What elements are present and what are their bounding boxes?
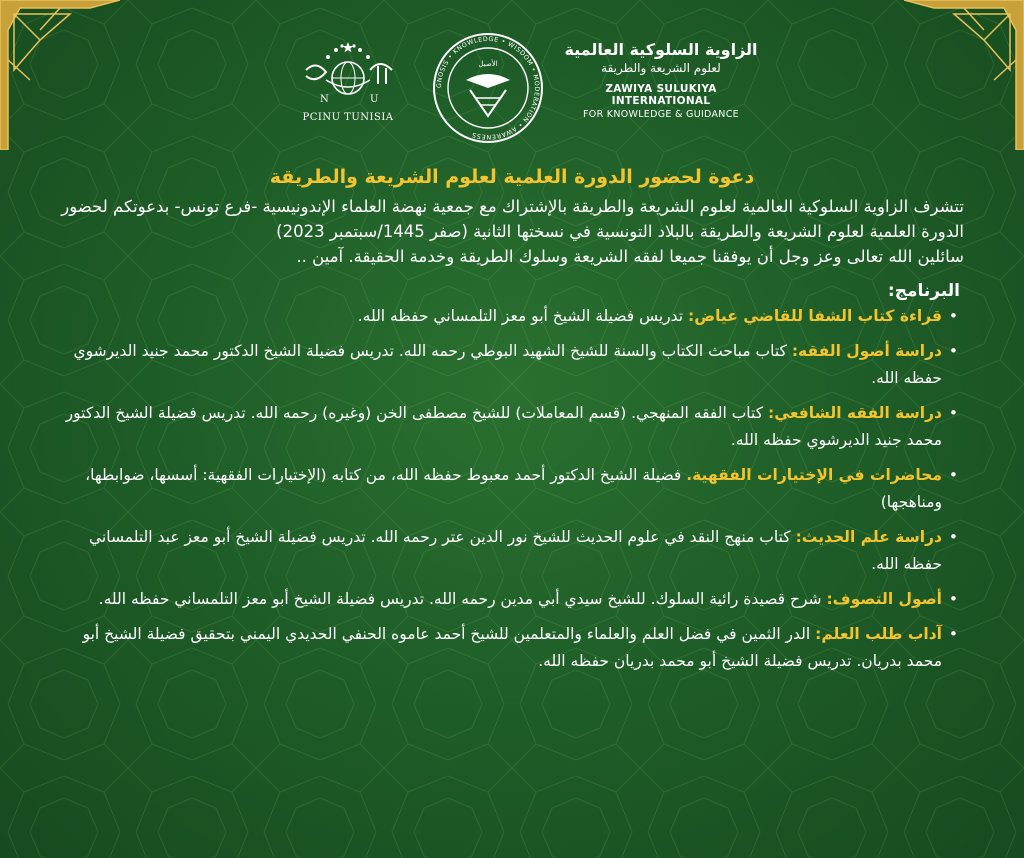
program-item-text: شرح قصيدة رائية السلوك. للشيخ سيدي أبي مدين رحمه الله. تدريس فضيلة الشيخ أبو معز التلمساني حفظه الله. <box>98 590 827 608</box>
program-item <box>60 462 942 516</box>
program-item-text: كتاب منهج النقد في علوم الحديث للشيخ نور الدين عتر رحمه الله. تدريس فضيلة الشيخ أبو معز عبد التلمساني حفظه الله. <box>89 528 942 573</box>
academy-seal-icon <box>432 32 544 144</box>
zawiya-logo <box>556 40 766 120</box>
program-item-label: أصول التصوف: <box>826 590 942 608</box>
program-heading: البرنامج: <box>887 281 960 301</box>
program-item-label: دراسة أصول الفقه: <box>791 342 942 360</box>
header <box>0 30 1024 140</box>
program-item <box>60 621 942 675</box>
program-item-text: تدريس فضيلة الشيخ أبو معز التلمساني حفظه الله. <box>357 307 689 325</box>
program-item-text: فضيلة الشيخ الدكتور أحمد معبوط حفظه الله، من كتابه (الإختيارات الفقهية: أسسها، ضوابطها، ومناهجها) <box>85 466 942 511</box>
intro <box>60 194 964 269</box>
seal-inner-text: الأصيل <box>478 60 498 68</box>
logo-letter-u: U <box>370 94 379 105</box>
intro-prayer: سائلين الله تعالى وعز وجل أن يوفقنا جميعا لفقه الشريعة وسلوك الطريقة وخدمة الحقيقة. آمين .. <box>296 247 964 266</box>
program-item-label: آداب طلب العلم: <box>815 625 942 643</box>
zawiya-subtitle-arabic: لعلوم الشريعة والطريقة <box>601 61 721 75</box>
program-item-text: الدر الثمين في فضل العلم والعلماء والمتعلمين للشيخ أحمد عاموه الحنفي الحديدي اليمني بتحقيق فضيلة الشيخ أبو محمد بدريان. تدريس فضيلة الشيخ أبو محمد بدريان حفظه الله. <box>82 625 942 670</box>
program-item-label: دراسة علم الحديث: <box>795 528 942 546</box>
logo-letter-n: N <box>320 94 329 105</box>
program-item-label: قراءة كتاب الشفا للقاضي عياض: <box>688 307 942 325</box>
pcinu-logo <box>296 40 400 130</box>
program-list <box>60 303 964 675</box>
zawiya-subtitle-english: FOR KNOWLEDGE & GUIDANCE <box>583 109 739 120</box>
invitation-content <box>60 166 964 683</box>
program-item <box>60 303 942 330</box>
zawiya-name-english: ZAWIYA SULUKIYA INTERNATIONAL <box>605 83 717 107</box>
program-item <box>60 586 942 613</box>
program-item <box>60 524 942 578</box>
pcinu-caption: PCINU TUNISIA <box>302 112 394 123</box>
program-item-text: كتاب الفقه المنهجي. (قسم المعاملات) للشيخ مصطفى الخن (وغيره) رحمه الله. تدريس فضيلة الشيخ الدكتور محمد جنيد الديرشوي حفظه الله. <box>65 404 942 449</box>
seal-ring-text: GNOSIS • KNOWLEDGE • WISDOM • MODERATION • AWARENESS <box>435 35 541 141</box>
nahdlatul-ulama-emblem-icon <box>298 40 398 106</box>
intro-paragraph: تتشرف الزاوية السلوكية العالمية لعلوم الشريعة والطريقة بالإشتراك مع جمعية نهضة العلماء الإندونيسية -فرع تونس- بدعوتكم لحضور الدورة العلمية لعلوم الشريعة والطريقة بالبلاد التونسية في نسختها الثانية (صفر 1445/سبتمبر 2023) <box>61 197 964 241</box>
program-item <box>60 338 942 392</box>
program-item-text: كتاب مباحث الكتاب والسنة للشيخ الشهيد البوطي رحمه الله. تدريس فضيلة الشيخ الدكتور محمد جنيد الديرشوي حفظه الله. <box>73 342 942 387</box>
program-item-label: محاضرات في الإختيارات الفقهية. <box>686 466 942 484</box>
program-item-label: دراسة الفقه الشافعي: <box>768 404 942 422</box>
invitation-title: دعوة لحضور الدورة العلمية لعلوم الشريعة والطريقة <box>269 166 755 188</box>
program-item <box>60 400 942 454</box>
zawiya-name-arabic: الزاوية السلوكية العالمية <box>564 40 758 59</box>
